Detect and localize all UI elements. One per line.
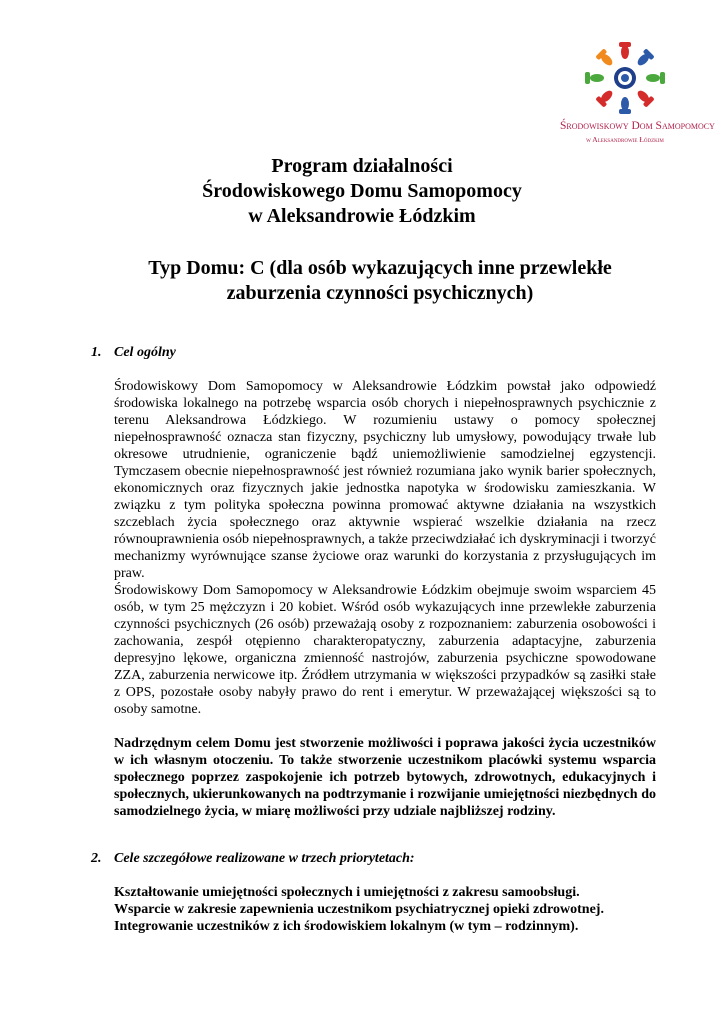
hand-icon-bottom-left <box>595 87 616 108</box>
section-2-heading <box>91 851 415 867</box>
section-2-title: Cele szczegółowe realizowane w trzech priorytetach: <box>114 851 415 866</box>
title-line-1: Program działalności <box>271 155 453 177</box>
title-line-2: Środowiskowego Domu Samopomocy <box>202 180 522 202</box>
subtitle-line-2: zaburzenia czynności psychicznych) <box>226 282 534 304</box>
list-item: Integrowanie uczestników z ich środowiskiem lokalnym (w tym – rodzinnym). <box>114 919 579 934</box>
section-1-heading <box>91 345 176 361</box>
page-title <box>0 154 724 229</box>
hand-icon-top-right <box>634 48 655 69</box>
logo-caption-name: Środowiskowy Dom Samopomocy <box>560 120 715 132</box>
paragraph-text: Środowiskowy Dom Samopomocy w Aleksandrowie Łódzkim obejmuje swoim wsparciem 45 osób, w tym 25 mężczyzn i 20 kobiet. Wśród osób wykazujących inne przewlekłe zaburzenia czynności psychicznych (26 osób) przeważają osoby z rozpoznaniem: zaburzenia osobowości i zachowania, zespół otępienno charakteropatyczny, zaburzenia adaptacyjne, zaburzenia depresyjno lękowe, organiczna zmienność nastrojów, zaburzenia psychiczne spowodowane ZZA, zaburzenia nerwicowe itp. Źródłem utrzymania w większości przypadków są zasiłki stałe z OPS, pozostałe osoby nabyły prawo do rent i emerytur. W przeważającej większości są to osoby samotne. <box>114 583 656 717</box>
page-subtitle <box>80 256 680 306</box>
section-2-number: 2. <box>91 851 102 866</box>
paragraph-text: Nadrzędnym celem Domu jest stworzenie możliwości i poprawa jakości życia uczestników w ich własnym otoczeniu. To także stworzenie uczestnikom placówki systemu wsparcia społecznego poprzez zaspokojenie ich potrzeb bytowych, zdrowotnych, edukacyjnych i społecznych, ukierunkowanych na podtrzymanie i rozwijanie umiejętności niezbędnych do samodzielnego życia, w miarę możliwości przy udziale najbliższej rodziny. <box>114 736 656 819</box>
hand-icon-bottom-right <box>634 87 655 108</box>
section-1-paragraph-3 <box>114 735 656 820</box>
title-line-3: w Aleksandrowie Łódzkim <box>248 205 476 227</box>
section-1-paragraph-1 <box>114 378 656 582</box>
paragraph-text: Środowiskowy Dom Samopomocy w Aleksandrowie Łódzkim powstał jako odpowiedź środowiska lokalnego na potrzebę wsparcia osób chorych i niepełnosprawnych psychicznie z terenu Aleksandrowa Łódzkiego. W rozumieniu ustawy o pomocy społecznej niepełnosprawność oznacza stan fizyczny, psychiczny lub umysłowy, powodujący trwałe lub okresowe utrudnienie, ograniczenie bądź uniemożliwienie samodzielnej egzystencji. Tymczasem obecnie niepełnosprawność jest również rozumiana jako wynik barier społecznych, ekonomicznych oraz fizycznych jakie jednostka napotyka w środowisku zamieszkania. W związku z tym polityka społeczna powinna promować aktywne działania na wszystkich szczeblach życia społecznego oraz aktywnie wspierać wszelkie działania na rzecz równouprawnienia osób niepełnosprawnych, a także przeciwdziałać ich dyskryminacji i tworzyć mechanizmy wyrównujące szanse życiowe oraz warunki do korzystania z przysługujących im praw. <box>114 379 656 581</box>
section-1-paragraph-2 <box>114 582 656 718</box>
hand-icon-top-left <box>595 48 616 69</box>
section-1-title: Cel ogólny <box>114 345 176 360</box>
section-1-number: 1. <box>91 345 102 360</box>
subtitle-line-1: Typ Domu: C (dla osób wykazujących inne przewlekłe <box>148 257 612 279</box>
list-item: Wsparcie w zakresie zapewnienia uczestnikom psychiatrycznej opieki zdrowotnej. <box>114 902 604 917</box>
hand-icon-bottom <box>619 97 631 114</box>
hand-icon-right <box>646 72 665 84</box>
hand-icon-top <box>619 42 631 59</box>
logo-caption-place: w Aleksandrowie Łódzkim <box>586 135 664 144</box>
list-item: Kształtowanie umiejętności społecznych i umiejętności z zakresu samoobsługi. <box>114 885 580 900</box>
section-2-list <box>114 884 674 935</box>
hand-icon-left <box>585 72 604 84</box>
